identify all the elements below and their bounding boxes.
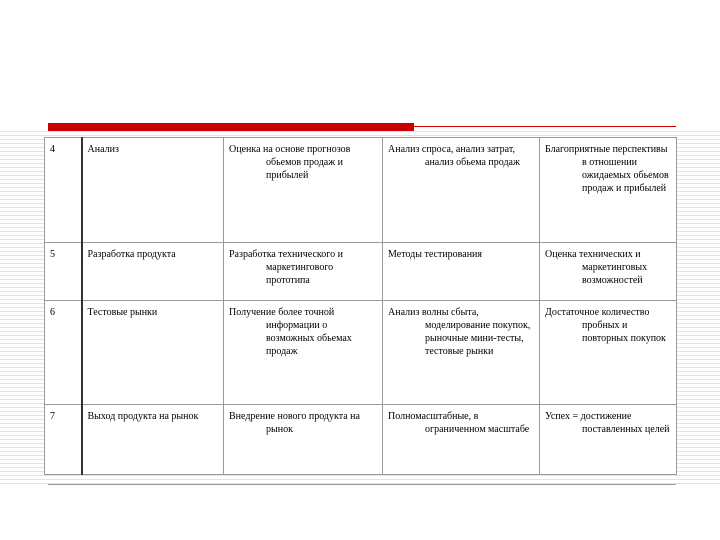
stages-table-grid xyxy=(44,137,677,475)
cell-stage-number: 6 xyxy=(45,301,82,405)
cell-methods: Анализ волны сбыта, моделирование покупок, рыночные мини-тесты, тестовые рынки xyxy=(383,301,540,405)
table-row xyxy=(45,301,677,405)
cell-stage-name: Анализ xyxy=(82,138,224,243)
cell-goal: Разработка технического и маркетингового прототипа xyxy=(224,243,383,301)
cell-criteria: Успех = достижение поставленных целей xyxy=(540,405,677,475)
cell-stage-name: Разработка продукта xyxy=(82,243,224,301)
footer-divider xyxy=(48,484,676,485)
cell-goal: Получение более точной информации о возможных обьемах продаж xyxy=(224,301,383,405)
accent-line xyxy=(414,126,676,127)
table-row xyxy=(45,138,677,243)
cell-stage-name: Выход продукта на рынок xyxy=(82,405,224,475)
stages-table xyxy=(44,137,676,474)
table-row xyxy=(45,243,677,301)
cell-criteria: Оценка технических и маркетинговых возможностей xyxy=(540,243,677,301)
table-row xyxy=(45,405,677,475)
cell-stage-number: 7 xyxy=(45,405,82,475)
cell-methods: Анализ спроса, анализ затрат, анализ обьема продаж xyxy=(383,138,540,243)
cell-criteria: Благоприятные перспективы в отношении ожидаемых обьемов продаж и прибылей xyxy=(540,138,677,243)
cell-stage-number: 5 xyxy=(45,243,82,301)
accent-bar xyxy=(48,123,414,131)
title-area xyxy=(0,0,720,128)
cell-criteria: Достаточное количество пробных и повторных покупок xyxy=(540,301,677,405)
cell-goal: Оценка на основе прогнозов обьемов продаж и прибылей xyxy=(224,138,383,243)
cell-stage-number: 4 xyxy=(45,138,82,243)
cell-goal: Внедрение нового продукта на рынок xyxy=(224,405,383,475)
footer-area xyxy=(0,486,720,540)
cell-methods: Полномасштабные, в ограниченном масштабе xyxy=(383,405,540,475)
cell-stage-name: Тестовые рынки xyxy=(82,301,224,405)
cell-methods: Методы тестирования xyxy=(383,243,540,301)
